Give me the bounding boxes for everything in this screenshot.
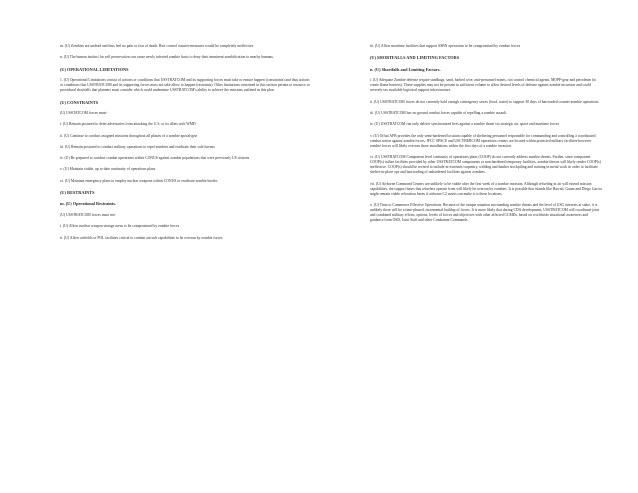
paragraph-m-u-zombies-are-undead-and-thus-feel-no-: m. (U) Zombies are undead and thus feel no pain or fear of death. Riot control counter-measures would be completely ineffective. (60, 44, 255, 48)
section-heading-u-constraints: (U) CONSTRAINTS (60, 99, 99, 105)
paragraph-1-u-operational-limitations-consist-of-a: 1. (U) Operational Limitations consist of actions or conditions that USSTRATCOM and its supporting forces must take or ensure happen (constraints) and thus actions or conditions that USSTRATCOM and its supporting forces must not take allow to happen (restraints). Other limitations contained in this section pertain to resource or procedural shortfalls that planners must consider which could undermine USSTRATCOM's ability to achieve the missions outlined in this plan. (60, 78, 310, 93)
paragraph-n-u-the-human-instinct-for-self-preserva: n. (U) The human instinct for self preservation can cause newly infected zombie hosts to deny their imminent zombification to nearby humans. (60, 55, 274, 60)
section-heading-m-u-operational-restraints: m. (U) Operational Restraints. (60, 201, 116, 207)
paragraph-i-u-allow-nuclear-weapon-storage-areas-t: i. (U) Allow nuclear weapon storage areas to be compromised by zombie forces (60, 224, 180, 229)
paragraph-iv-u-usstratcom-can-only-deliver-synchro: iv. (U) USSTRATCOM can only deliver synchronized fires against a zombie threat via strategic air, space and maritime forces (370, 122, 560, 127)
paragraph-i-u-remain-postured-to-deter-adversaries: i. (U) Remain postured to deter adversaries from attacking the U.S. or its allies with WMD (60, 122, 196, 127)
paragraph-i-u-adequate-zombie-defense-require-sand: i. (U) Adequate Zombie defense require sandbags, sand, barbed wire, anti-personnel mines, riot control chemical agents, MOPP-gear and petroleum (to create flame barriers). These supplies may not be present in sufficient volume to allow desired levels of defense against zombie incursion and could severely tax available logistical support infrastructure. (370, 78, 597, 93)
right-column (370, 44, 602, 230)
paragraph-iii-u-remain-postured-to-conduct-militar: iii. (U) Remain postured to conduct military operations to repel zombies and eradicate their safe havens (60, 144, 215, 149)
paragraph-ii-u-usstratcom-forces-do-not-currently-: ii. (U) USSTRATCOM forces do not currently hold enough contingency stores (food, water) to support 30 days of barricaded counter-zombie operations. (370, 99, 600, 104)
paragraph-iii-u-usstratcom-has-no-ground-combat-fo: iii. (U) USSTRATCOM has no ground combat forces capable of repelling a zombie assault. (370, 111, 507, 115)
paragraph-vi-u-usstratcom-component-level-continui: vi. (U) USSTRATCOM Component level continuity of operations plans (COOP) do not currently address zombie threats. Further, since component COOP(s) utilize facilities provided by other USSTRATCOM components or non-hardened temporary facilities, zombie threats will likely render COOP(s) ineffective. COOP(s) should be revised to include in-extremis carpentry, welding and lumber stockpiling and training in metal work in order to facilitate shelter-in-place ops and barricading of unhardened facilities against zombies. (370, 155, 601, 175)
section-heading-u-shortfalls-and-limiting-factors: (U) SHORTFALLS AND LIMITING FACTORS (370, 55, 460, 61)
paragraph-iv-u-be-prepared-to-conduct-combat-opera: iv. (U) Be prepared to conduct combat operations within CONUS against zombie populations that were previously US citizens (60, 156, 250, 161)
paragraph-vii-u-airborne-command-centers-are-unlik: vii. (U) Airborne Command Centers are unlikely to be viable after the first week of a zombie invasion. Although refueling in air will extend mission capabilities, the support bases that refuelers operate from will likely be overrun by zombies. It is possible that islands like Hawaii, Guam and Diego Garcia might remain viable relocation bases if airborne C2 assets can make it to these locations. (370, 181, 602, 196)
paragraph-ii-u-continue-to-conduct-assigned-missio: ii. (U) Continue to conduct assigned missions throughout all phases of a zombie apocalypse (60, 133, 198, 138)
section-heading-n-u-shortfalls-and-limiting-factors: n. (U) Shortfalls and Limiting Factors. (370, 66, 441, 72)
paragraph-iii-u-allow-maritime-facilities-that-sup: iii. (U) Allow maritime facilities that support SSBN operations to be compromised by zombie forces (370, 44, 521, 48)
paragraph-vi-u-maintain-emergency-plans-to-employ-: vi. (U) Maintain emergency plans to employ nuclear weapons within CONUS to eradicate zombie hordes (60, 178, 218, 183)
paragraph-u-usstatcom-forces-must: (U) USSTATCOM forces must- (60, 111, 108, 115)
section-heading-u-restraints: (U) RESTRAINTS (60, 189, 95, 195)
paragraph-o-u-time-to-commence-effective-operation: o. (U) Time to Commence Effective Operations. Because of the unique situation surrounding zombie threats and the level of USG interests at stake, it is unlikely there will be a time-phased, incremental buildup of forces. It is more likely that during CDA development, USSTRATCOM will coordinate joint and combined military efforts, options, levels of forces and objectives with other affected CCMDs, based on worldwide situational awareness and guidance from OSD, Joint Staff and other Combatant Commands. (370, 203, 600, 223)
paragraph-v-u-offutt-afb-provides-the-only-semi-ha: v. (U) Offutt AFB provides the only semi-hardened location capable of sheltering personnel responsible for commanding and controlling a coordinated combat action against zombie forces. JFCC SPACE and USCYBERCOM operations centers are located within protected military facilities-however zombie forces will likely overrun those installations within the first days of a zombie invasion. (370, 133, 596, 148)
paragraph-ii-u-allow-airfields-or-pol-facilities-c: ii. (U) Allow airfields or POL facilities critical to combat aircraft capabilities to be overrun by zombie forces (60, 235, 223, 240)
left-column (60, 44, 310, 247)
section-heading-u-operational-limitations: (U) OPERATIONAL LIMITATIONS (60, 66, 129, 72)
paragraph-u-usstratcom-forces-must-not: (U) USSTRATCOM forces must not- (60, 212, 116, 217)
paragraph-v-u-maintain-viable-up-to-date-continuit: v. (U) Maintain viable, up to date continuity of operations plans (60, 167, 156, 172)
